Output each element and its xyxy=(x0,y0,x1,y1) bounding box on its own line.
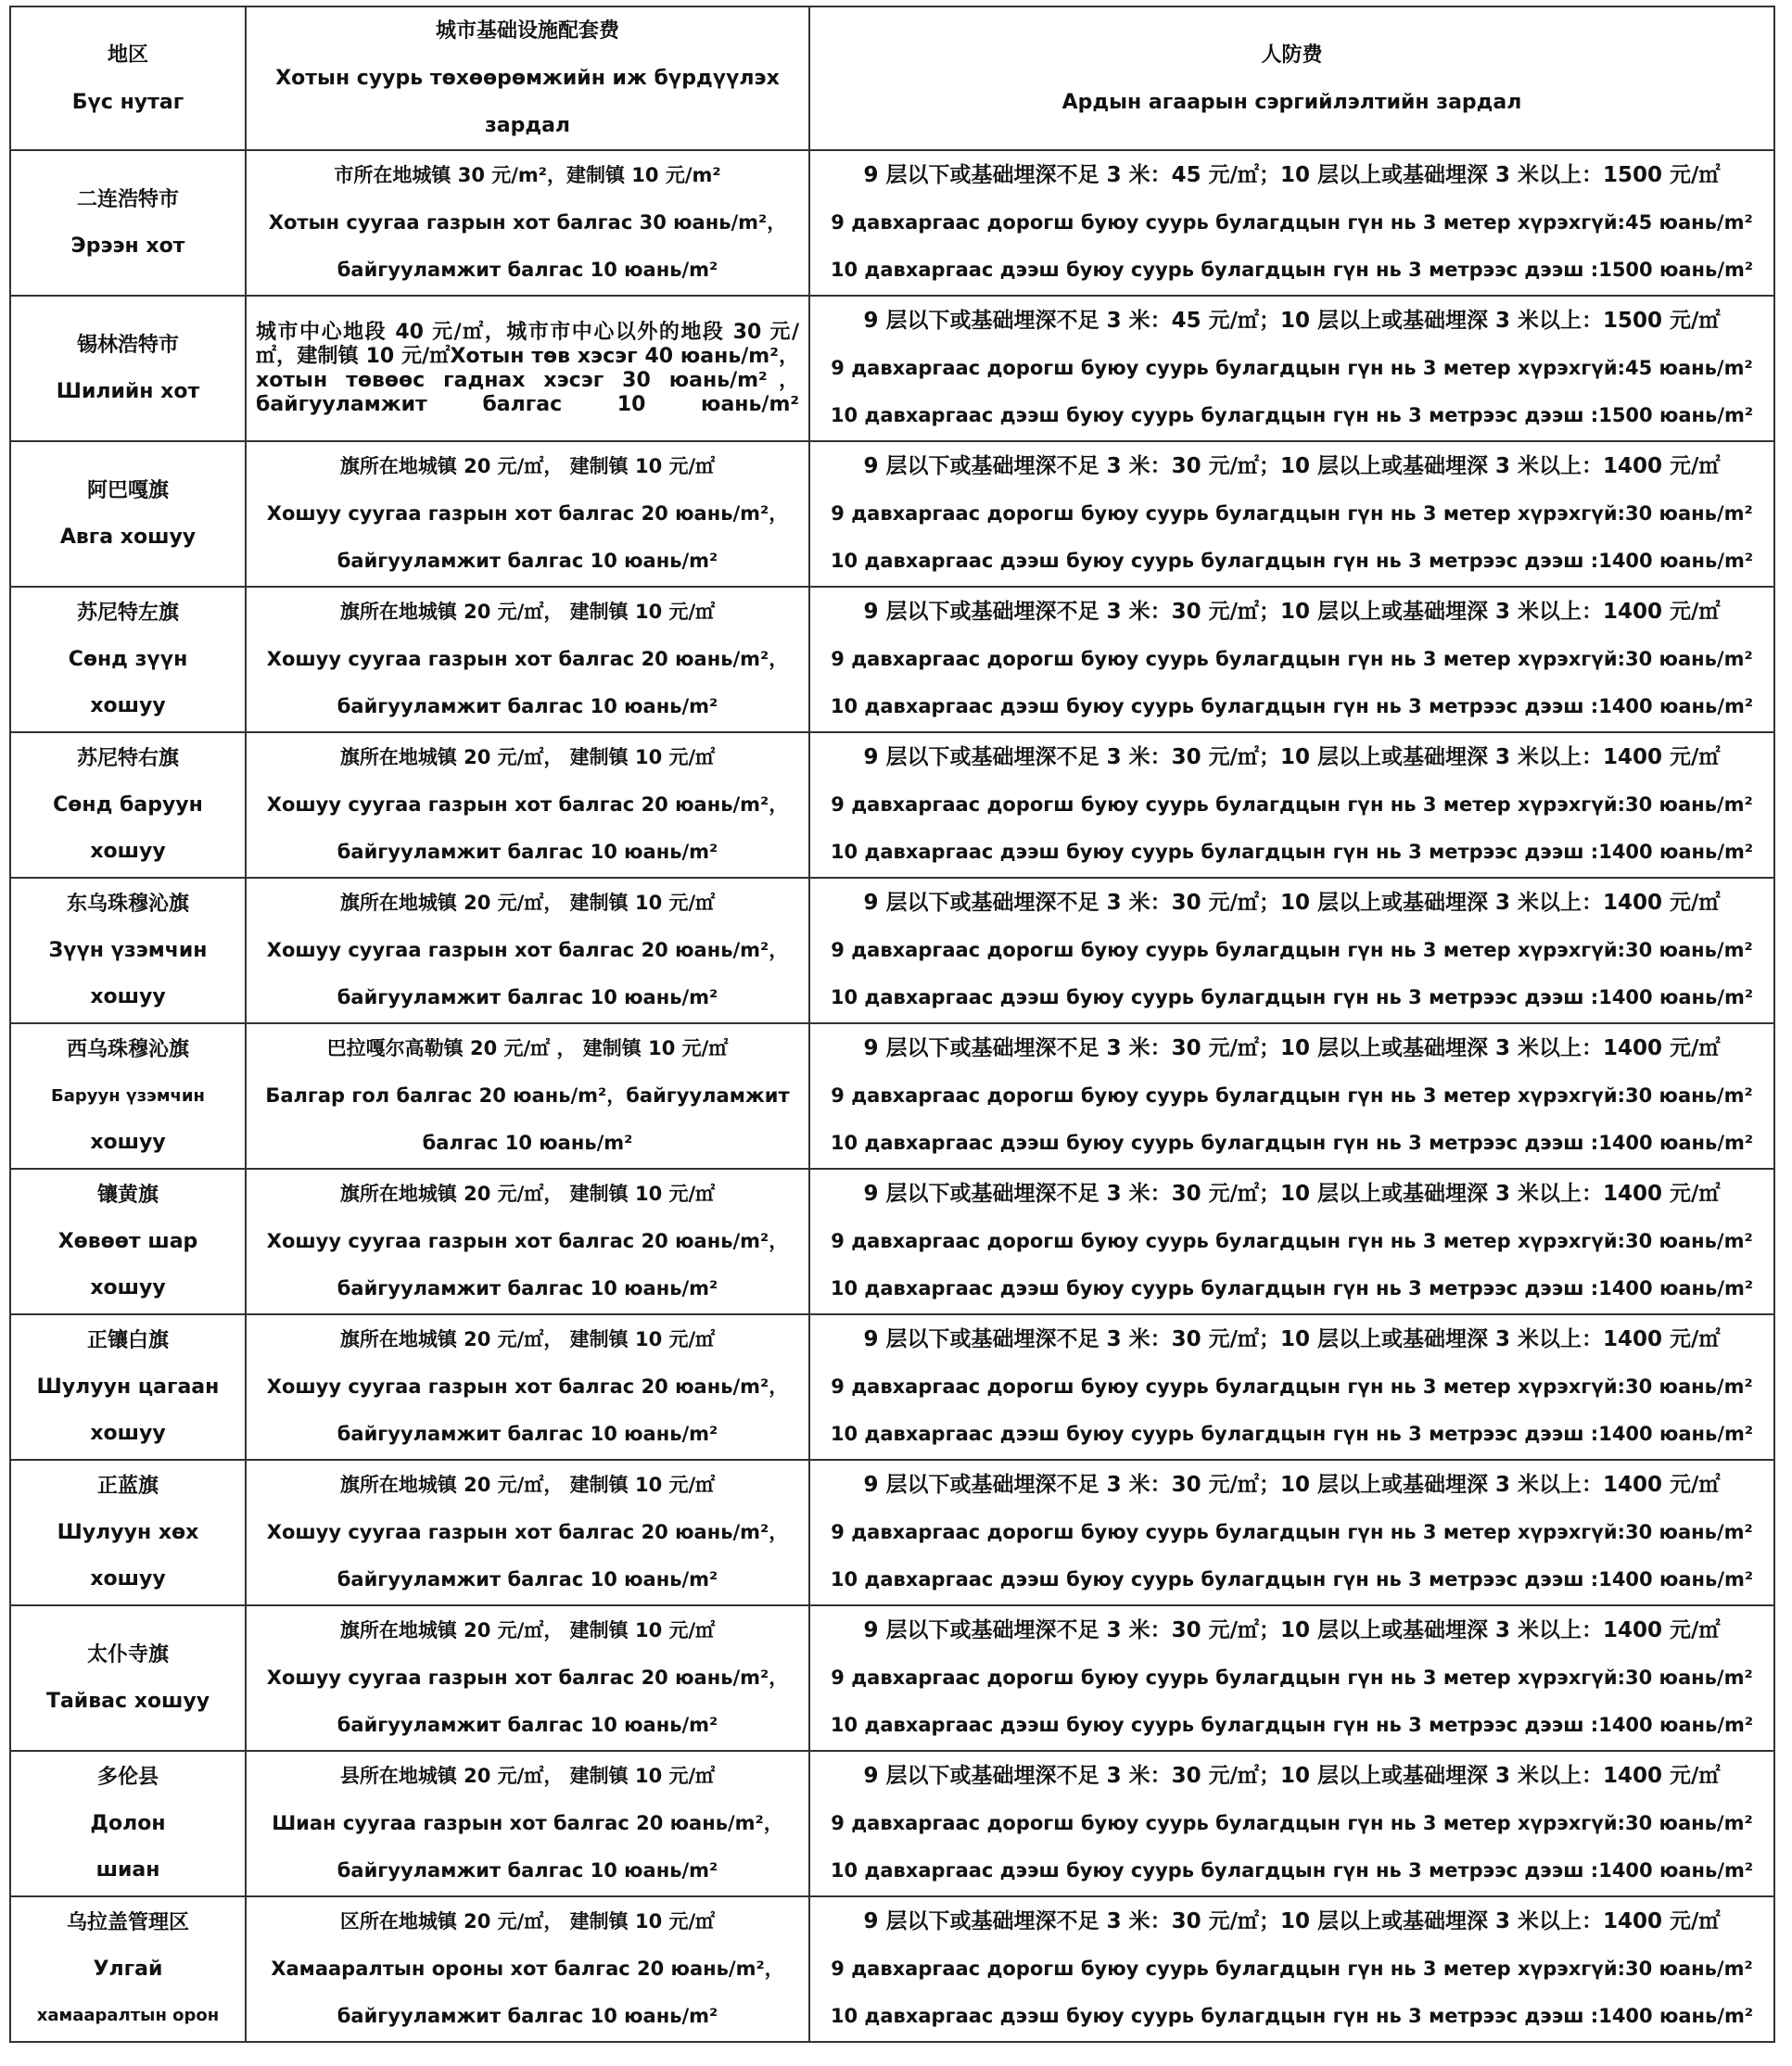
civil-defense-fee-line: 10 давхаргаас дээш буюу суурь булагдцын гүн нь 3 метрээс дээш :1400 юань/m² xyxy=(830,1423,1754,1445)
region-cell xyxy=(10,1751,246,1896)
region-name-mn: Шулуун цагаан xyxy=(36,1375,220,1399)
infra-fee-line: 旗所在地城镇 20 元/㎡， 建制镇 10 元/㎡ xyxy=(339,1183,716,1205)
infra-fee-line: Хотын суугаа газрын хот балгас 30 юань/m²， xyxy=(268,211,787,234)
civil-defense-fee-cell xyxy=(809,732,1774,878)
region-name-zh: 多伦县 xyxy=(96,1765,159,1789)
infra-fee-line: Хошуу суугаа газрын хот балгас 20 юань/m²， xyxy=(266,1667,789,1689)
region-cell xyxy=(10,296,246,441)
civil-defense-fee-line: 10 давхаргаас дээш буюу суурь булагдцын гүн нь 3 метрээс дээш :1400 юань/m² xyxy=(830,1714,1754,1736)
infra-fee-cell xyxy=(246,1023,809,1169)
infra-fee-cell xyxy=(246,1169,809,1314)
civil-defense-fee-line: 9 давхаргаас дорогш буюу суурь булагдцын гүн нь 3 метер хүрэхгүй:30 юань/m² xyxy=(831,793,1753,816)
region-cell xyxy=(10,732,246,878)
region-cell xyxy=(10,1896,246,2042)
infra-fee-cell xyxy=(246,1460,809,1605)
region-name-zh: 正镶白旗 xyxy=(86,1328,169,1352)
civil-defense-fee-line: 10 давхаргаас дээш буюу суурь булагдцын гүн нь 3 метрээс дээш :1400 юань/m² xyxy=(830,1277,1754,1299)
civil-defense-fee-line: 9 давхаргаас дорогш буюу суурь булагдцын гүн нь 3 метер хүрэхгүй:30 юань/m² xyxy=(831,1375,1753,1398)
infra-fee-cell xyxy=(246,150,809,296)
infra-fee-cell xyxy=(246,441,809,587)
civil-defense-fee-cell xyxy=(809,1169,1774,1314)
civil-defense-fee-line: 9 давхаргаас дорогш буюу суурь булагдцын гүн нь 3 метер хүрэхгүй:45 юань/m² xyxy=(831,357,1753,379)
region-name-zh: 乌拉盖管理区 xyxy=(66,1910,189,1934)
region-name-mn: Зүүн үзэмчин xyxy=(48,938,208,962)
table-row xyxy=(10,296,1774,441)
infra-fee-line: байгууламжит балгас 10 юань/m² xyxy=(337,259,718,281)
civil-defense-fee-line: 9 层以下或基础埋深不足 3 米：30 元/㎡；10 层以上或基础埋深 3 米以上：1400 元/㎡ xyxy=(863,1327,1721,1351)
table-row xyxy=(10,1314,1774,1460)
region-name-zh: 锡林浩特市 xyxy=(76,333,179,357)
civil-defense-fee-cell xyxy=(809,878,1774,1023)
table-row xyxy=(10,1751,1774,1896)
region-cell xyxy=(10,1460,246,1605)
header-civil-defense-fee xyxy=(809,6,1774,150)
region-name-mn: Авга хошуу xyxy=(59,525,197,549)
civil-defense-fee-cell xyxy=(809,1896,1774,2042)
region-name-zh: 太仆寺旗 xyxy=(86,1642,169,1667)
civil-defense-fee-cell xyxy=(809,1460,1774,1605)
infra-fee-line: байгууламжит балгас 10 юань/m² xyxy=(337,841,718,863)
region-name-mn: Хөвөөт шар xyxy=(57,1229,198,1253)
civil-defense-fee-line: 9 层以下或基础埋深不足 3 米：30 元/㎡；10 层以上或基础埋深 3 米以上：1400 元/㎡ xyxy=(863,891,1721,915)
civil-defense-fee-line: 9 层以下或基础埋深不足 3 米：30 元/㎡；10 层以上或基础埋深 3 米以上：1400 元/㎡ xyxy=(863,1909,1721,1933)
table-row xyxy=(10,441,1774,587)
region-cell xyxy=(10,1169,246,1314)
region-cell xyxy=(10,878,246,1023)
region-name-mn: хошуу xyxy=(90,1421,166,1445)
region-name-mn: Шулуун хөх xyxy=(57,1520,199,1544)
table-row xyxy=(10,732,1774,878)
infra-fee-cell xyxy=(246,296,809,441)
civil-defense-fee-cell xyxy=(809,587,1774,732)
infra-fee-line: 巴拉嘎尔高勒镇 20 元/㎡ ， 建制镇 10 元/㎡ xyxy=(326,1037,729,1059)
table-row xyxy=(10,1023,1774,1169)
infra-fee-cell xyxy=(246,878,809,1023)
header-region-mn: Бүс нутаг xyxy=(71,90,184,114)
region-name-zh: 二连浩特市 xyxy=(76,187,179,211)
infra-fee-line: байгууламжит балгас 10 юань/m² xyxy=(337,1277,718,1299)
infra-fee-line: байгууламжит балгас 10 юань/m² xyxy=(337,550,718,572)
infra-fee-line: Хошуу суугаа газрын хот балгас 20 юань/m²， xyxy=(266,1521,789,1543)
infra-fee-line: 旗所在地城镇 20 元/㎡， 建制镇 10 元/㎡ xyxy=(339,1328,716,1350)
civil-defense-fee-line: 9 давхаргаас дорогш буюу суурь булагдцын гүн нь 3 метер хүрэхгүй:30 юань/m² xyxy=(831,1230,1753,1252)
region-name-zh: 镶黄旗 xyxy=(96,1183,159,1207)
infra-fee-cell xyxy=(246,1605,809,1751)
infra-fee-line: Хошуу суугаа газрын хот балгас 20 юань/m²， xyxy=(266,939,789,961)
civil-defense-fee-line: 10 давхаргаас дээш буюу суурь булагдцын гүн нь 3 метрээс дээш :1500 юань/m² xyxy=(830,259,1754,281)
civil-defense-fee-line: 10 давхаргаас дээш буюу суурь булагдцын гүн нь 3 метрээс дээш :1400 юань/m² xyxy=(830,550,1754,572)
region-name-mn: хошуу xyxy=(90,839,166,863)
infra-fee-line: Хошуу суугаа газрын хот балгас 20 юань/m²， xyxy=(266,1230,789,1252)
header-infra-zh: 城市基础设施配套费 xyxy=(435,19,619,43)
civil-defense-fee-line: 9 层以下或基础埋深不足 3 米：30 元/㎡；10 层以上或基础埋深 3 米以上：1400 元/㎡ xyxy=(863,745,1721,769)
table-header-row xyxy=(10,6,1774,150)
infra-fee-line: балгас 10 юань/m² xyxy=(422,1132,633,1154)
region-name-mn: хошуу xyxy=(90,1566,166,1591)
region-cell xyxy=(10,441,246,587)
civil-defense-fee-cell xyxy=(809,1605,1774,1751)
civil-defense-fee-line: 9 层以下或基础埋深不足 3 米：45 元/㎡；10 层以上或基础埋深 3 米以上：1500 元/㎡ xyxy=(863,309,1721,333)
civil-defense-fee-line: 10 давхаргаас дээш буюу суурь булагдцын гүн нь 3 метрээс дээш :1400 юань/m² xyxy=(830,986,1754,1008)
civil-defense-fee-line: 9 层以下或基础埋深不足 3 米：30 元/㎡；10 层以上或基础埋深 3 米以上：1400 元/㎡ xyxy=(863,600,1721,624)
header-region xyxy=(10,6,246,150)
civil-defense-fee-cell xyxy=(809,296,1774,441)
table-row xyxy=(10,1460,1774,1605)
region-name-mn: шиан xyxy=(95,1857,160,1882)
table-row xyxy=(10,878,1774,1023)
infra-fee-line: байгууламжит балгас 10 юань/m² xyxy=(337,1714,718,1736)
infra-fee-line: Шиан суугаа газрын хот балгас 20 юань/m²， xyxy=(272,1812,783,1834)
infra-fee-line: байгууламжит балгас 10 юань/m² xyxy=(337,695,718,717)
region-name-zh: 苏尼特右旗 xyxy=(76,746,179,770)
infra-fee-line: байгууламжит балгас 10 юань/m² xyxy=(337,2005,718,2027)
header-infra-fee xyxy=(246,6,809,150)
civil-defense-fee-line: 9 давхаргаас дорогш буюу суурь булагдцын гүн нь 3 метер хүрэхгүй:30 юань/m² xyxy=(831,648,1753,670)
infra-fee-cell xyxy=(246,1314,809,1460)
table-row xyxy=(10,587,1774,732)
table-row xyxy=(10,150,1774,296)
region-name-mn: Шилийн хот xyxy=(56,379,200,403)
region-name-mn: хошуу xyxy=(90,693,166,717)
infra-fee-cell xyxy=(246,732,809,878)
table-row xyxy=(10,1605,1774,1751)
region-name-mn: Баруун үзэмчин xyxy=(51,1085,205,1106)
table-row xyxy=(10,1896,1774,2042)
region-name-mn: Улгай xyxy=(93,1957,163,1981)
civil-defense-fee-line: 9 давхаргаас дорогш буюу суурь булагдцын гүн нь 3 метер хүрэхгүй:30 юань/m² xyxy=(831,502,1753,525)
infra-fee-line: Балгар гол балгас 20 юань/m²，байгууламжит xyxy=(265,1084,790,1107)
infra-fee-line: байгууламжит балгас 10 юань/m² xyxy=(337,1859,718,1882)
civil-defense-fee-cell xyxy=(809,441,1774,587)
region-name-zh: 正蓝旗 xyxy=(96,1474,159,1498)
infra-fee-line: Хошуу суугаа газрын хот балгас 20 юань/m²， xyxy=(266,648,789,670)
infra-fee-line: 旗所在地城镇 20 元/㎡， 建制镇 10 元/㎡ xyxy=(339,746,716,768)
civil-defense-fee-line: 10 давхаргаас дээш буюу суурь булагдцын гүн нь 3 метрээс дээш :1500 юань/m² xyxy=(830,404,1754,426)
infra-fee-line: Хошуу суугаа газрын хот балгас 20 юань/m²， xyxy=(266,793,789,816)
infra-fee-line: Хошуу суугаа газрын хот балгас 20 юань/m²， xyxy=(266,502,789,525)
civil-defense-fee-line: 9 давхаргаас дорогш буюу суурь булагдцын гүн нь 3 метер хүрэхгүй:30 юань/m² xyxy=(831,1667,1753,1689)
header-region-zh: 地区 xyxy=(107,43,148,67)
region-name-mn: Тайвас хошуу xyxy=(45,1689,210,1713)
civil-defense-fee-cell xyxy=(809,1751,1774,1896)
infra-fee-cell xyxy=(246,587,809,732)
civil-defense-fee-line: 9 层以下或基础埋深不足 3 米：30 元/㎡；10 层以上或基础埋深 3 米以上：1400 元/㎡ xyxy=(863,454,1721,478)
infra-fee-line: байгууламжит балгас 10 юань/m² xyxy=(337,986,718,1008)
header-infra-mn-1: Хотын суурь төхөөрөмжийн иж бүрдүүлэх xyxy=(275,67,780,90)
region-name-mn: Долон xyxy=(90,1811,166,1835)
infra-fee-line: Хамааралтын ороны хот балгас 20 юань/m²， xyxy=(271,1958,784,1980)
region-cell xyxy=(10,1023,246,1169)
civil-defense-fee-line: 10 давхаргаас дээш буюу суурь булагдцын гүн нь 3 метрээс дээш :1400 юань/m² xyxy=(830,2005,1754,2027)
infra-fee-cell xyxy=(246,1896,809,2042)
civil-defense-fee-line: 9 层以下或基础埋深不足 3 米：30 元/㎡；10 层以上或基础埋深 3 米以上：1400 元/㎡ xyxy=(863,1764,1721,1788)
region-name-mn: хошуу xyxy=(90,1275,166,1299)
region-cell xyxy=(10,150,246,296)
infra-fee-line: 旗所在地城镇 20 元/㎡， 建制镇 10 元/㎡ xyxy=(339,601,716,623)
civil-defense-fee-line: 10 давхаргаас дээш буюу суурь булагдцын гүн нь 3 метрээс дээш :1400 юань/m² xyxy=(830,1568,1754,1591)
civil-defense-fee-cell xyxy=(809,1023,1774,1169)
civil-defense-fee-line: 9 давхаргаас дорогш буюу суурь булагдцын гүн нь 3 метер хүрэхгүй:45 юань/m² xyxy=(831,211,1753,234)
header-defense-mn: Ардын агаарын сэргийлэлтийн зардал xyxy=(1061,90,1522,114)
infra-fee-line: 旗所在地城镇 20 元/㎡， 建制镇 10 元/㎡ xyxy=(339,892,716,914)
civil-defense-fee-line: 10 давхаргаас дээш буюу суурь булагдцын гүн нь 3 метрээс дээш :1400 юань/m² xyxy=(830,695,1754,717)
infra-fee-text: 城市中心地段 40 元/㎡，城市市中心以外的地段 30 元/㎡，建制镇 10 元/㎡Хотын төв хэсэг 40 юань/m²，хотын төвөөс гаднах хэсэг 30 юань/m²，байгууламжит балгас 10 юань/m² xyxy=(256,320,799,416)
region-name-zh: 西乌珠穆沁旗 xyxy=(66,1037,189,1061)
region-name-mn: хамааралтын орон xyxy=(36,2005,220,2025)
infra-fee-line: Хошуу суугаа газрын хот балгас 20 юань/m²， xyxy=(266,1375,789,1398)
infra-fee-line: байгууламжит балгас 10 юань/m² xyxy=(337,1568,718,1591)
region-name-mn: хошуу xyxy=(90,1130,166,1154)
civil-defense-fee-cell xyxy=(809,1314,1774,1460)
infra-fee-line: 区所在地城镇 20 元/㎡， 建制镇 10 元/㎡ xyxy=(339,1910,716,1933)
civil-defense-fee-line: 9 давхаргаас дорогш буюу суурь булагдцын гүн нь 3 метер хүрэхгүй:30 юань/m² xyxy=(831,1958,1753,1980)
civil-defense-fee-line: 9 давхаргаас дорогш буюу суурь булагдцын гүн нь 3 метер хүрэхгүй:30 юань/m² xyxy=(831,1521,1753,1543)
infra-fee-line: 旗所在地城镇 20 元/㎡， 建制镇 10 元/㎡ xyxy=(339,455,716,477)
civil-defense-fee-line: 9 давхаргаас дорогш буюу суурь булагдцын гүн нь 3 метер хүрэхгүй:30 юань/m² xyxy=(831,939,1753,961)
civil-defense-fee-line: 10 давхаргаас дээш буюу суурь булагдцын гүн нь 3 метрээс дээш :1400 юань/m² xyxy=(830,1859,1754,1882)
region-cell xyxy=(10,1605,246,1751)
civil-defense-fee-line: 9 давхаргаас дорогш буюу суурь булагдцын гүн нь 3 метер хүрэхгүй:30 юань/m² xyxy=(831,1812,1753,1834)
civil-defense-fee-line: 9 层以下或基础埋深不足 3 米：30 元/㎡；10 层以上或基础埋深 3 米以上：1400 元/㎡ xyxy=(863,1036,1721,1060)
table-row xyxy=(10,1169,1774,1314)
civil-defense-fee-line: 9 层以下或基础埋深不足 3 米：30 元/㎡；10 层以上或基础埋深 3 米以上：1400 元/㎡ xyxy=(863,1182,1721,1206)
infra-fee-cell xyxy=(246,1751,809,1896)
header-infra-mn-2: зардал xyxy=(484,114,571,137)
infra-fee-line: байгууламжит балгас 10 юань/m² xyxy=(337,1423,718,1445)
infra-fee-line: 市所在地城镇 30 元/m²，建制镇 10 元/m² xyxy=(334,164,721,186)
civil-defense-fee-line: 9 层以下或基础埋深不足 3 米：30 元/㎡；10 层以上或基础埋深 3 米以上：1400 元/㎡ xyxy=(863,1473,1721,1497)
infra-fee-line: 旗所在地城镇 20 元/㎡， 建制镇 10 元/㎡ xyxy=(339,1474,716,1496)
civil-defense-fee-line: 9 давхаргаас дорогш буюу суурь булагдцын гүн нь 3 метер хүрэхгүй:30 юань/m² xyxy=(831,1084,1753,1107)
fee-table xyxy=(9,6,1775,2043)
header-defense-zh: 人防费 xyxy=(1261,43,1323,67)
region-name-mn: Эрээн хот xyxy=(70,234,185,258)
region-name-mn: Сөнд баруун xyxy=(53,792,203,817)
civil-defense-fee-cell xyxy=(809,150,1774,296)
civil-defense-fee-line: 9 层以下或基础埋深不足 3 米：45 元/㎡；10 层以上或基础埋深 3 米以上：1500 元/㎡ xyxy=(863,163,1721,187)
civil-defense-fee-line: 10 давхаргаас дээш буюу суурь булагдцын гүн нь 3 метрээс дээш :1400 юань/m² xyxy=(830,1132,1754,1154)
region-name-mn: хошуу xyxy=(90,984,166,1008)
region-cell xyxy=(10,587,246,732)
civil-defense-fee-line: 10 давхаргаас дээш буюу суурь булагдцын гүн нь 3 метрээс дээш :1400 юань/m² xyxy=(830,841,1754,863)
infra-fee-line: 旗所在地城镇 20 元/㎡， 建制镇 10 元/㎡ xyxy=(339,1619,716,1641)
region-name-zh: 阿巴嘎旗 xyxy=(86,478,169,502)
region-cell xyxy=(10,1314,246,1460)
region-name-zh: 东乌珠穆沁旗 xyxy=(66,892,189,916)
infra-fee-line: 县所在地城镇 20 元/㎡， 建制镇 10 元/㎡ xyxy=(339,1765,716,1787)
region-name-mn: Сөнд зүүн xyxy=(68,647,188,671)
civil-defense-fee-line: 9 层以下或基础埋深不足 3 米：30 元/㎡；10 层以上或基础埋深 3 米以上：1400 元/㎡ xyxy=(863,1618,1721,1642)
region-name-zh: 苏尼特左旗 xyxy=(76,601,179,625)
